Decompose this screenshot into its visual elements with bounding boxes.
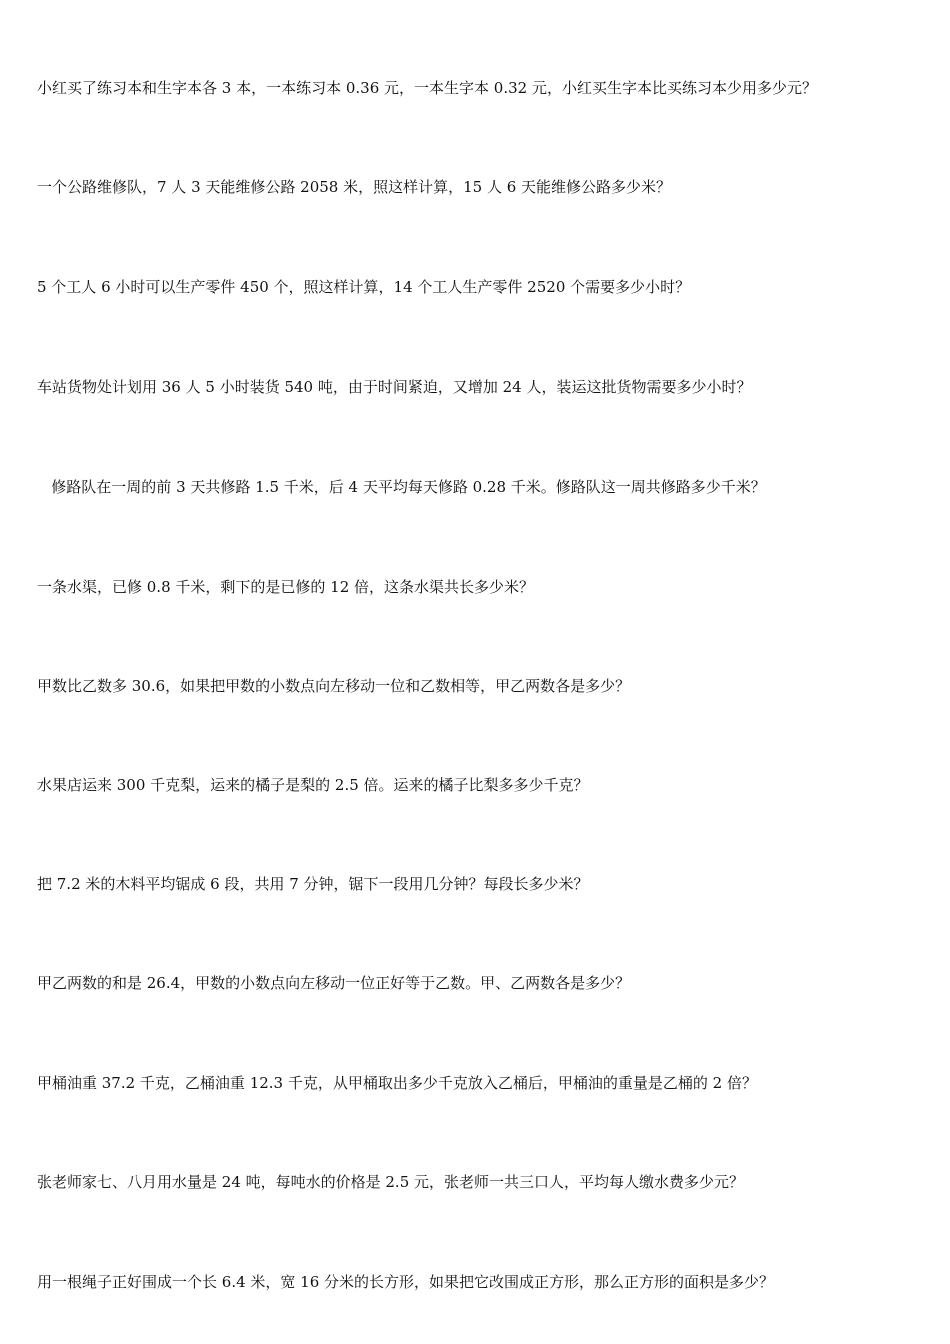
- word-problem-11: 甲桶油重 37.2 千克，乙桶油重 12.3 千克，从甲桶取出多少千克放入乙桶后，甲桶油的重量是乙桶的 2 倍？: [37, 1074, 757, 1092]
- word-problem-8: 水果店运来 300 千克梨，运来的橘子是梨的 2.5 倍。运来的橘子比梨多多少千克？: [37, 776, 589, 794]
- word-problem-3: 5 个工人 6 小时可以生产零件 450 个，照这样计算，14 个工人生产零件 2520 个需要多少小时？: [37, 278, 691, 296]
- word-problem-12: 张老师家七、八月用水量是 24 吨，每吨水的价格是 2.5 元，张老师一共三口人，平均每人缴水费多少元？: [37, 1173, 745, 1191]
- word-problem-13: 用一根绳子正好围成一个长 6.4 米，宽 16 分米的长方形，如果把它改围成正方形，那么正方形的面积是多少？: [37, 1273, 775, 1291]
- word-problem-2: 一个公路维修队，7 人 3 天能维修公路 2058 米，照这样计算，15 人 6 天能维修公路多少米？: [37, 178, 672, 196]
- word-problem-9: 把 7.2 米的木料平均锯成 6 段，共用 7 分钟，锯下一段用几分钟？每段长多少米？: [37, 875, 589, 893]
- word-problem-5: 修路队在一周的前 3 天共修路 1.5 千米，后 4 天平均每天修路 0.28 千米。修路队这一周共修路多少千米？: [37, 478, 766, 496]
- word-problem-4: 车站货物处计划用 36 人 5 小时装货 540 吨，由于时间紧迫，又增加 24 人，装运这批货物需要多少小时？: [37, 378, 752, 396]
- word-problem-1: 小红买了练习本和生字本各 3 本，一本练习本 0.36 元，一本生字本 0.32 元，小红买生字本比买练习本少用多少元？: [37, 79, 817, 97]
- word-problem-6: 一条水渠，已修 0.8 千米，剩下的是已修的 12 倍，这条水渠共长多少米？: [37, 578, 535, 596]
- word-problem-10: 甲乙两数的和是 26.4，甲数的小数点向左移动一位正好等于乙数。甲、乙两数各是多少？: [37, 974, 631, 992]
- word-problem-7: 甲数比乙数多 30.6，如果把甲数的小数点向左移动一位和乙数相等，甲乙两数各是多少？: [37, 677, 631, 695]
